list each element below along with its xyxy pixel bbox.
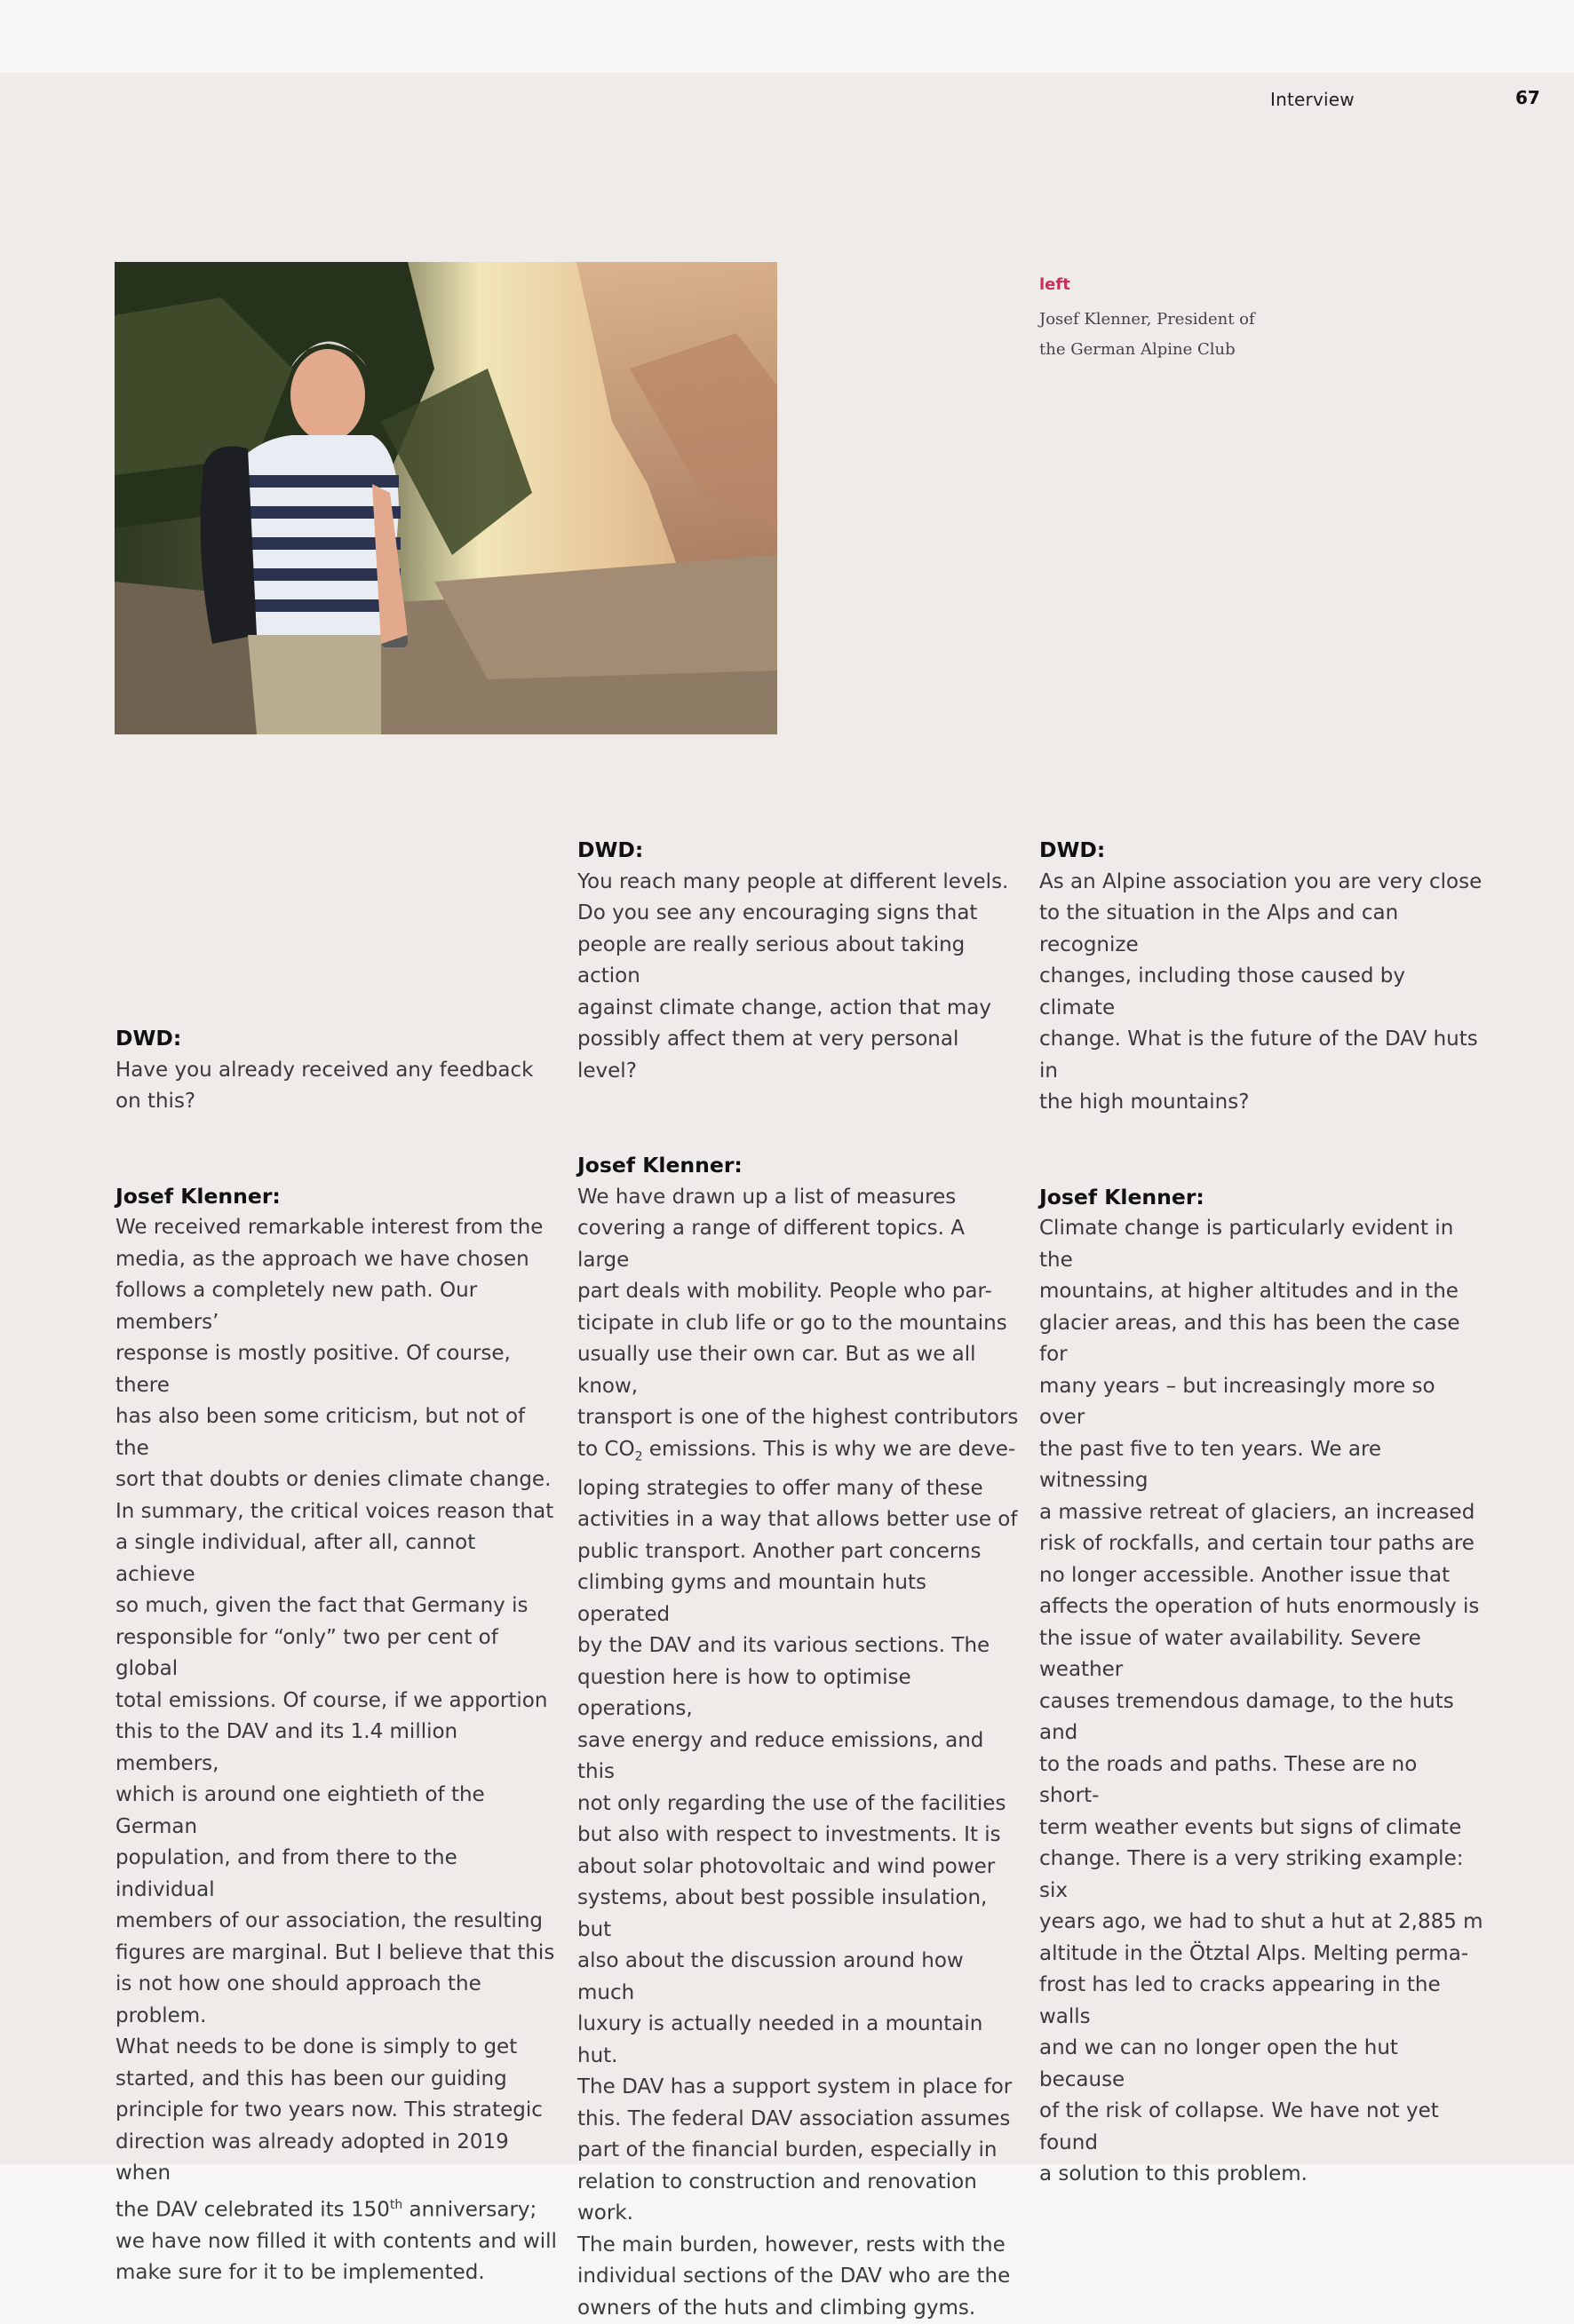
answer-line: has also been some criticism, but not of the [115,1405,526,1460]
interview-column-3 [1039,835,1483,2191]
answer-line: no longer accessible. Another issue that [1039,1563,1451,1587]
interview-column-1 [115,1023,560,2289]
question-line: against climate change, action that may [577,995,991,1019]
answer-line: public transport. Another part concerns [577,1539,982,1563]
answer-line: a single individual, after all, cannot achieve [115,1531,476,1586]
answer-line: question here is how to optimise operations, [577,1665,911,1721]
answer-line: loping strategies to offer many of these [577,1476,983,1500]
answer-line: about solar photovoltaic and wind power [577,1854,996,1878]
question-line: the high mountains? [1039,1091,1250,1114]
answer-line: The DAV has a support system in place for [577,2075,1013,2099]
answer-line: response is mostly positive. Of course, there [115,1342,511,1397]
answer-line: started, and this has been our guiding [115,2066,507,2090]
answer-line: the issue of water availability. Severe weather [1039,1626,1421,1681]
portrait-photo [115,262,777,734]
answer-text: anniversary; [402,2198,537,2222]
answer-line: term weather events but signs of climate [1039,1815,1462,1839]
question-line: As an Alpine association you are very close [1039,869,1483,893]
question-speaker: DWD: [577,837,644,862]
question-line: possibly affect them at very personal level? [577,1027,959,1083]
question-line: You reach many people at different levels. [577,869,1009,893]
answer-line: frost has led to cracks appearing in the walls [1039,1973,1441,2028]
answer-line: mountains, at higher altitudes and in the [1039,1280,1459,1303]
answer-line: causes tremendous damage, to the huts and [1039,1689,1454,1744]
answer-line: not only regarding the use of the facilities [577,1791,1006,1815]
answer-line: also about the discussion around how much [577,1949,964,2004]
question-line: Have you already received any feedback [115,1058,534,1082]
answer-line: The main burden, however, rests with the [577,2233,1006,2257]
question-line: change. What is the future of the DAV huts in [1039,1027,1478,1083]
answer-line: ticipate in club life or go to the mountains [577,1311,1007,1335]
question-speaker: DWD: [1039,837,1106,862]
answer-line: We have drawn up a list of measures [577,1185,957,1209]
page-number: 67 [1515,87,1540,108]
question-line: Do you see any encouraging signs that [577,901,978,924]
answer-line: What needs to be done is simply to get [115,2035,518,2058]
ordinal-suffix: th [389,2197,403,2212]
answer-text: the DAV celebrated its 150 [115,2198,390,2222]
answer-line: glacier areas, and this has been the case for [1039,1311,1460,1366]
answer-line: principle for two years now. This strategic [115,2098,543,2122]
answer-line: individual sections of the DAV who are the [577,2265,1011,2288]
caption-position-label: left [1039,275,1070,294]
answer-line: owners of the huts and climbing gyms. [577,2296,976,2320]
answer-speaker: Josef Klenner: [1039,1184,1204,1210]
answer-line: make sure for it to be implemented. [115,2261,485,2285]
answer-line: a massive retreat of glaciers, an increased [1039,1500,1475,1524]
answer-line: the past five to ten years. We are witnessing [1039,1437,1382,1492]
answer-line: many years – but increasingly more so over [1039,1374,1435,1429]
answer-line: risk of rockfalls, and certain tour paths are [1039,1532,1475,1555]
interview-column-2 [577,835,1022,2324]
answer-line: activities in a way that allows better use of [577,1508,1018,1532]
question-line: on this? [115,1090,196,1113]
answer-line: years ago, we had to shut a hut at 2,885 m [1039,1910,1483,1933]
answer-line: part deals with mobility. People who par- [577,1280,992,1303]
co2-subscript: 2 [634,1449,643,1464]
answer-line: but also with respect to investments. It is [577,1823,1001,1847]
answer-line: we have now filled it with contents and will [115,2229,557,2253]
answer-line: affects the operation of huts enormously is [1039,1595,1480,1618]
answer-line: so much, given the fact that Germany is [115,1594,529,1617]
answer-text: emissions. This is why we are deve- [642,1437,1016,1461]
answer-line [577,1434,1022,1473]
answer-line: responsible for “only” two per cent of global [115,1625,498,1680]
answer-line: is not how one should approach the problem. [115,1972,481,2027]
question-speaker: DWD: [115,1026,182,1051]
answer-line: usually use their own car. But as we all know, [577,1343,976,1398]
answer-line: figures are marginal. But I believe that this [115,1940,555,1964]
answer-line: total emissions. Of course, if we apportion [115,1688,548,1712]
answer-line: transport is one of the highest contributors [577,1406,1019,1429]
answer-line: population, and from there to the individual [115,1846,457,1901]
answer-line: members of our association, the resulting [115,1909,543,1932]
answer-line: altitude in the Ötztal Alps. Melting perma- [1039,1941,1469,1965]
answer-line: to the roads and paths. These are no short- [1039,1752,1418,1807]
answer-line: sort that doubts or denies climate change. [115,1468,552,1491]
answer-line: relation to construction and renovation work. [577,2169,977,2225]
answer-line [115,2190,560,2226]
photo-caption [1039,275,1306,365]
answer-line: direction was already adopted in 2019 when [115,2130,509,2185]
caption-line: Josef Klenner, President of [1039,310,1255,329]
answer-line: this. The federal DAV association assumes [577,2106,1011,2130]
answer-line: climbing gyms and mountain huts operated [577,1571,926,1626]
answer-line: systems, about best possible insulation, but [577,1886,988,1941]
answer-line: We received remarkable interest from the [115,1216,544,1239]
question-line: changes, including those caused by climate [1039,964,1405,1019]
answer-line: which is around one eightieth of the German [115,1783,485,1838]
answer-speaker: Josef Klenner: [577,1153,743,1178]
answer-line: media, as the approach we have chosen [115,1247,529,1271]
answer-line: Climate change is particularly evident in the [1039,1217,1454,1272]
answer-line: this to the DAV and its 1.4 million members, [115,1720,458,1775]
answer-line: and we can no longer open the hut because [1039,2036,1398,2091]
answer-text: to CO [577,1437,635,1461]
question-line: to the situation in the Alps and can recognize [1039,901,1399,956]
section-title: Interview [1270,89,1355,110]
answer-line: save energy and reduce emissions, and this [577,1728,984,1784]
answer-line: of the risk of collapse. We have not yet found [1039,2099,1439,2154]
answer-line: part of the financial burden, especially in [577,2138,998,2162]
answer-line: covering a range of different topics. A large [577,1217,965,1272]
answer-line: change. There is a very striking example: six [1039,1847,1464,1902]
question-line: people are really serious about taking action [577,932,966,988]
answer-line: a solution to this problem. [1039,2162,1308,2185]
answer-line: luxury is actually needed in a mountain hut. [577,2012,983,2067]
answer-line: by the DAV and its various sections. The [577,1634,990,1658]
caption-line: the German Alpine Club [1039,340,1236,359]
answer-speaker: Josef Klenner: [115,1183,281,1209]
answer-line: In summary, the critical voices reason that [115,1499,554,1523]
answer-line: follows a completely new path. Our members’ [115,1279,478,1334]
